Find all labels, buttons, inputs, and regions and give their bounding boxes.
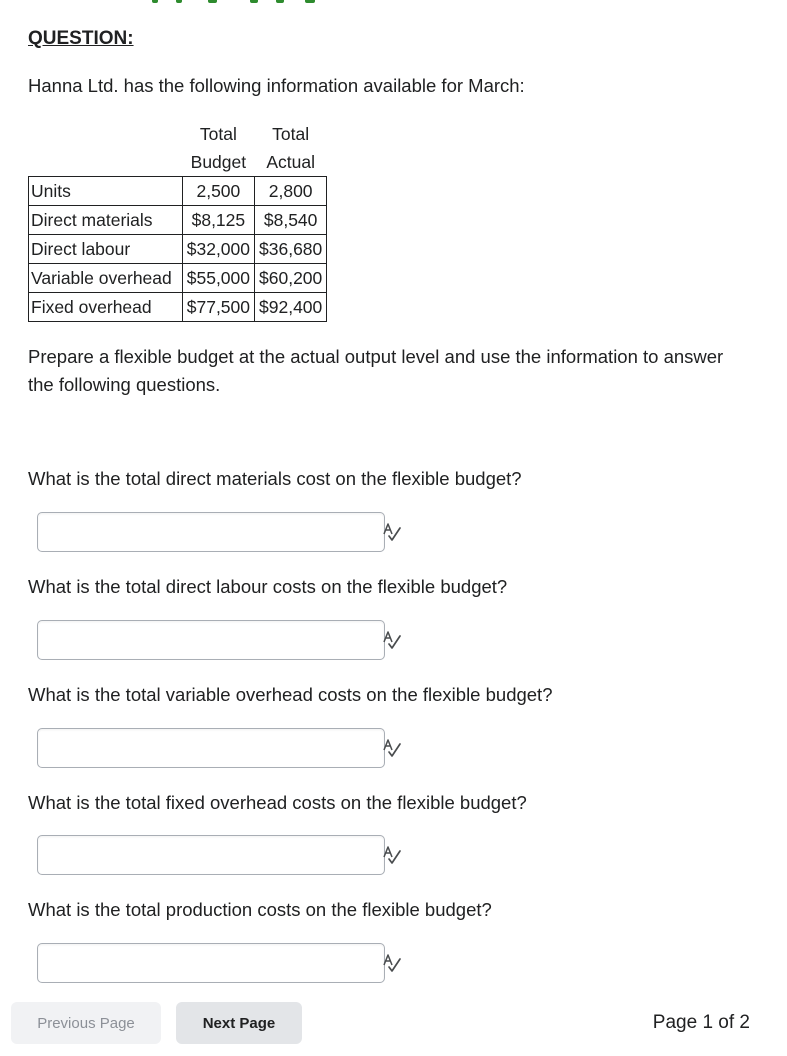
row-label: Direct labour	[29, 235, 183, 264]
budget-value: 2,500	[182, 177, 254, 206]
table-header-row	[29, 148, 327, 177]
budget-value: $32,000	[182, 235, 254, 264]
question-heading: QUESTION:	[28, 28, 134, 49]
row-label: Direct materials	[29, 206, 183, 235]
column-header-total-budget-line1: Total	[199, 124, 237, 144]
spellcheck-icon[interactable]	[381, 953, 403, 975]
column-header-total-actual-line1: Total	[272, 124, 310, 144]
top-cutoff-text	[0, 0, 787, 4]
spellcheck-icon[interactable]	[381, 522, 403, 544]
table-row	[29, 264, 327, 293]
answer-input-3[interactable]	[37, 728, 385, 768]
instruction-text: Prepare a flexible budget at the actual output level and use the information to answer the following questions.	[28, 346, 724, 395]
spellcheck-icon[interactable]	[381, 630, 403, 652]
column-header-actual: Actual	[266, 152, 315, 172]
table-header-row	[29, 120, 327, 148]
actual-value: 2,800	[255, 177, 327, 206]
row-label: Variable overhead	[29, 264, 183, 293]
spellcheck-icon[interactable]	[381, 738, 403, 760]
page-indicator: Page 1 of 2	[652, 1012, 750, 1033]
table-row	[29, 206, 327, 235]
question-2-text: What is the total direct labour costs on the flexible budget?	[28, 576, 508, 597]
actual-value: $60,200	[255, 264, 327, 293]
previous-page-button[interactable]: Previous Page	[11, 1002, 161, 1044]
table-row	[29, 177, 327, 206]
row-label: Units	[29, 177, 183, 206]
row-label: Fixed overhead	[29, 293, 183, 322]
budget-value: $77,500	[182, 293, 254, 322]
budget-data-table	[28, 120, 327, 322]
actual-value: $36,680	[255, 235, 327, 264]
budget-value: $55,000	[182, 264, 254, 293]
intro-text: Hanna Ltd. has the following information available for March:	[28, 75, 525, 96]
table-row	[29, 293, 327, 322]
answer-input-5[interactable]	[37, 943, 385, 983]
actual-value: $92,400	[255, 293, 327, 322]
answer-input-2[interactable]	[37, 620, 385, 660]
actual-value: $8,540	[255, 206, 327, 235]
question-4-text: What is the total fixed overhead costs on the flexible budget?	[28, 792, 527, 813]
question-5-text: What is the total production costs on the flexible budget?	[28, 899, 492, 920]
budget-value: $8,125	[182, 206, 254, 235]
answer-input-4[interactable]	[37, 835, 385, 875]
question-3-text: What is the total variable overhead costs on the flexible budget?	[28, 684, 553, 705]
spellcheck-icon[interactable]	[381, 845, 403, 867]
answer-input-1[interactable]	[37, 512, 385, 552]
column-header-budget: Budget	[190, 152, 247, 172]
table-row	[29, 235, 327, 264]
question-1-text: What is the total direct materials cost on the flexible budget?	[28, 468, 522, 489]
next-page-button[interactable]: Next Page	[176, 1002, 302, 1044]
